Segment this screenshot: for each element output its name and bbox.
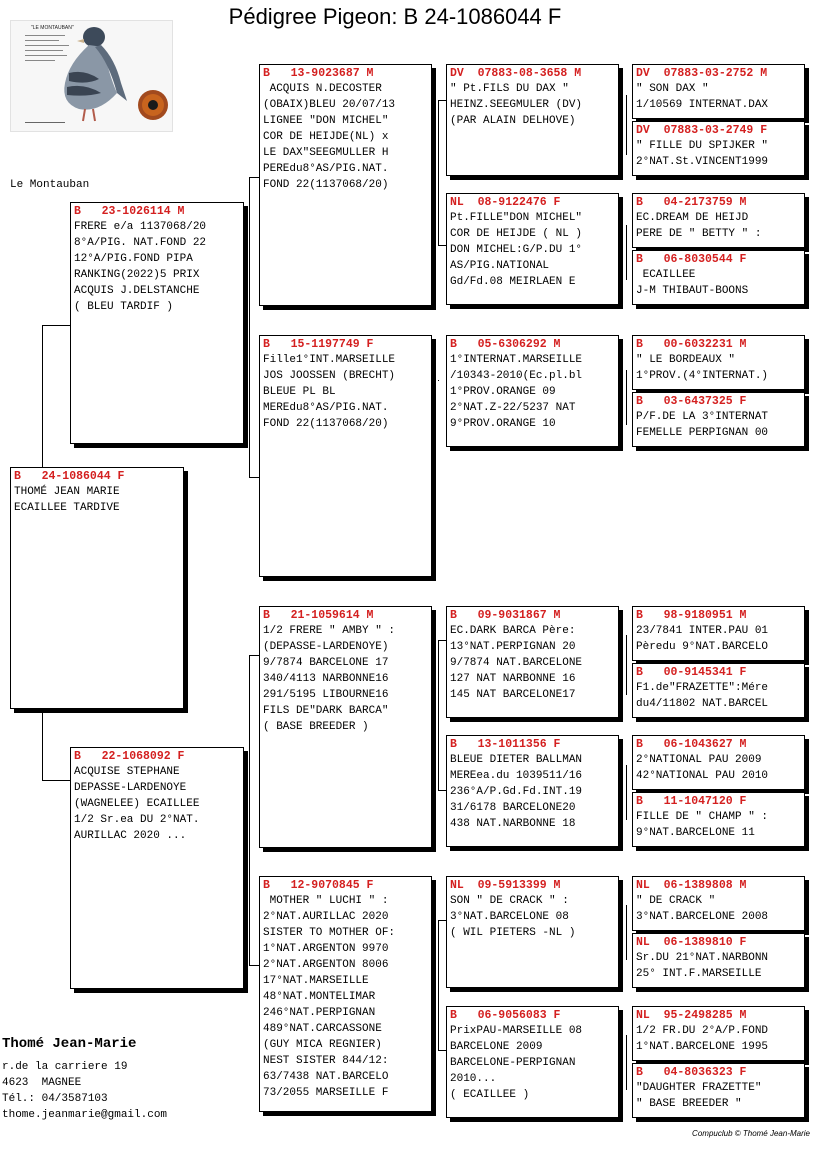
card-line: 1/2 Sr.ea DU 2°NAT. (74, 814, 200, 826)
ring-number: B 24-1086044 F (14, 470, 125, 483)
card-line: 2°NAT.ARGENTON 8006 (263, 959, 389, 971)
card-line: 291/5195 LIBOURNE16 (263, 689, 389, 701)
card-line: BARCELONE-PERPIGNAN (450, 1057, 576, 1069)
ring-number: B 09-9031867 M (450, 609, 561, 622)
card-line: 1/2 FRERE " AMBY " : (263, 625, 396, 637)
card-line: ( BASE BREEDER ) (263, 721, 369, 733)
pigeon-icon (39, 23, 129, 123)
card-line: 2°NATIONAL PAU 2009 (636, 754, 762, 766)
ring-number: B 13-1011356 F (450, 738, 561, 751)
connector-line (42, 325, 43, 470)
ring-number: B 13-9023687 M (263, 67, 374, 80)
connector-line (42, 712, 43, 780)
ring-number: NL 08-9122476 F (450, 196, 561, 209)
connector-line (249, 177, 259, 178)
card-line: 2°NAT.St.VINCENT1999 (636, 156, 769, 168)
pigeon-card-paternal-grandfather (259, 64, 432, 306)
card-line: 13°NAT.PERPIGNAN 20 (450, 641, 576, 653)
connector-line (249, 477, 259, 478)
connector-line (626, 370, 627, 425)
card-line: 9°PROV.ORANGE 10 (450, 418, 556, 430)
card-line: 2°NAT.AURILLAC 2020 (263, 911, 389, 923)
pigeon-card-gggp-16 (632, 1063, 805, 1118)
card-line: 1°PROV.(4°INTERNAT.) (636, 370, 769, 382)
card-line: 63/7438 NAT.BARCELO (263, 1071, 389, 1083)
connector-line (438, 640, 446, 641)
connector-line (249, 177, 250, 477)
ring-number: DV 07883-03-2752 M (636, 67, 768, 80)
card-line: 1°INTERNAT.MARSEILLE (450, 354, 583, 366)
ring-number: NL 09-5913399 M (450, 879, 561, 892)
connector-line (626, 1035, 627, 1090)
card-line: " BASE BREEDER " (636, 1098, 742, 1110)
banner-title: "LE MONTAUBAN" (31, 25, 74, 31)
pigeon-card-subject (10, 467, 184, 709)
ring-number: B 23-1026114 M (74, 205, 185, 218)
ring-number: B 04-8036323 F (636, 1066, 747, 1079)
card-line: 8°A/PIG. NAT.FOND 22 (74, 237, 207, 249)
ring-number: B 06-1043627 M (636, 738, 747, 751)
card-line: FRERE e/a 1137068/20 (74, 221, 207, 233)
card-line: 73/2055 MARSEILLE F (263, 1087, 389, 1099)
connector-line (626, 765, 627, 820)
card-line: " SON DAX " (636, 83, 709, 95)
card-line: 9/7874 BARCELONE 17 (263, 657, 389, 669)
card-line: 9°NAT.BARCELONE 11 (636, 827, 755, 839)
connector-line (626, 95, 627, 155)
card-line: DEPASSE-LARDENOYE (74, 782, 187, 794)
pigeon-card-gggp-15 (632, 1006, 805, 1061)
card-line: " FILLE DU SPIJKER " (636, 140, 769, 152)
card-line: FOND 22(1137068/20) (263, 179, 389, 191)
connector-line (249, 655, 250, 965)
card-line: ACQUIS J.DELSTANCHE (74, 285, 200, 297)
ring-number: B 00-6032231 M (636, 338, 747, 351)
pigeon-card-gggp-1 (632, 64, 805, 119)
card-line: Gd/Fd.08 MEIRLAEN E (450, 276, 576, 288)
card-line: THOMÉ JEAN MARIE (14, 486, 120, 498)
card-line: LIGNEE "DON MICHEL" (263, 115, 389, 127)
card-line: 1°NAT.BARCELONE 1995 (636, 1041, 769, 1053)
pigeon-card-ggp-1 (446, 64, 619, 176)
pigeon-card-gggp-6 (632, 392, 805, 447)
card-line: 236°A/P.Gd.Fd.INT.19 (450, 786, 583, 798)
card-line: PEREdu8°AS/PIG.NAT. (263, 163, 389, 175)
connector-line (438, 380, 439, 381)
card-line: MOTHER " LUCHI " : (263, 895, 389, 907)
ring-number: B 21-1059614 M (263, 609, 374, 622)
card-line: 1°PROV.ORANGE 09 (450, 386, 556, 398)
ring-number: B 06-8030544 F (636, 253, 747, 266)
card-line: Pèredu 9°NAT.BARCELO (636, 641, 769, 653)
owner-street: r.de la carriere 19 (2, 1061, 128, 1073)
card-line: FOND 22(1137068/20) (263, 418, 389, 430)
ring-number: B 00-9145341 F (636, 666, 747, 679)
card-line: J-M THIBAUT-BOONS (636, 285, 749, 297)
card-line: 48°NAT.MONTELIMAR (263, 991, 376, 1003)
ring-number: B 11-1047120 F (636, 795, 747, 808)
card-line: /10343-2010(Ec.pl.bl (450, 370, 583, 382)
ring-number: B 06-9056083 F (450, 1009, 561, 1022)
pigeon-card-gggp-3 (632, 193, 805, 248)
card-line: 25° INT.F.MARSEILLE (636, 968, 762, 980)
card-line: MEREdu8°AS/PIG.NAT. (263, 402, 389, 414)
pigeon-card-gggp-9 (632, 606, 805, 661)
card-line: ( BLEU TARDIF ) (74, 301, 174, 313)
owner-address (2, 1059, 167, 1123)
pigeon-card-paternal-grandmother (259, 335, 432, 577)
ring-number: DV 07883-08-3658 M (450, 67, 582, 80)
card-line: Fille1°INT.MARSEILLE (263, 354, 396, 366)
connector-line (626, 905, 627, 960)
card-line: RANKING(2022)5 PRIX (74, 269, 200, 281)
card-line: (GUY MICA REGNIER) (263, 1039, 382, 1051)
card-line: BARCELONE 2009 (450, 1041, 543, 1053)
connector-line (438, 920, 446, 921)
card-line: AS/PIG.NATIONAL (450, 260, 550, 272)
card-line: " Pt.FILS DU DAX " (450, 83, 569, 95)
page-title: Pédigree Pigeon: B 24-1086044 F (228, 4, 562, 29)
card-line: LE DAX"SEEGMULLER H (263, 147, 389, 159)
ring-number: B 15-1197749 F (263, 338, 374, 351)
card-line: AURILLAC 2020 ... (74, 830, 187, 842)
card-line: (WAGNELEE) ECAILLEE (74, 798, 200, 810)
pigeon-card-ggp-7 (446, 876, 619, 988)
connector-line (626, 635, 627, 695)
card-line: 340/4113 NARBONNE16 (263, 673, 389, 685)
connector-line (42, 325, 70, 326)
card-line: PrixPAU-MARSEILLE 08 (450, 1025, 583, 1037)
pigeon-card-maternal-grandmother (259, 876, 432, 1112)
ring-number: B 98-9180951 M (636, 609, 747, 622)
card-line: EC.DREAM DE HEIJD (636, 212, 749, 224)
card-line: Pt.FILLE"DON MICHEL" (450, 212, 583, 224)
card-line: ( ECAILLEE ) (450, 1089, 530, 1101)
owner-city: 4623 MAGNEE (2, 1077, 82, 1089)
card-line: JOS JOOSSEN (BRECHT) (263, 370, 396, 382)
ring-number: B 04-2173759 M (636, 196, 747, 209)
pigeon-card-ggp-6 (446, 735, 619, 847)
connector-line (438, 640, 439, 790)
card-line: 3°NAT.BARCELONE 2008 (636, 911, 769, 923)
card-line: 1/10569 INTERNAT.DAX (636, 99, 769, 111)
card-line: 42°NATIONAL PAU 2010 (636, 770, 769, 782)
banner-foot-line (25, 122, 65, 123)
card-line: PERE DE " BETTY " : (636, 228, 762, 240)
ring-number: NL 06-1389808 M (636, 879, 747, 892)
card-line: 31/6178 BARCELONE20 (450, 802, 576, 814)
card-line: Sr.DU 21°NAT.NARBONN (636, 952, 769, 964)
connector-line (42, 780, 70, 781)
card-line: FILLE DE " CHAMP " : (636, 811, 769, 823)
connector-line (626, 225, 627, 280)
card-line: du4/11802 NAT.BARCEL (636, 698, 769, 710)
card-line: 489°NAT.CARCASSONE (263, 1023, 382, 1035)
pigeon-card-ggp-8 (446, 1006, 619, 1118)
card-line: 127 NAT NARBONNE 16 (450, 673, 576, 685)
card-line: DON MICHEL:G/P.DU 1° (450, 244, 583, 256)
card-line: 12°A/PIG.FOND PIPA (74, 253, 193, 265)
ring-number: B 05-6306292 M (450, 338, 561, 351)
connector-line (438, 245, 446, 246)
owner-phone: Tél.: 04/3587103 (2, 1093, 108, 1105)
card-line: COR DE HEIJDE(NL) x (263, 131, 389, 143)
card-line: 1/2 FR.DU 2°A/P.FOND (636, 1025, 769, 1037)
connector-line (438, 920, 439, 1050)
loft-name: Le Montauban (10, 179, 90, 191)
card-line: NEST SISTER 844/12: (263, 1055, 389, 1067)
connector-line (438, 790, 446, 791)
card-line: ECAILLEE (636, 269, 696, 281)
card-line: (DEPASSE-LARDENOYE) (263, 641, 389, 653)
pigeon-photo-banner (10, 20, 173, 132)
card-line: FILS DE"DARK BARCA" (263, 705, 389, 717)
ring-number: B 03-6437325 F (636, 395, 747, 408)
pigeon-card-maternal-grandfather (259, 606, 432, 848)
card-line: " LE BORDEAUX " (636, 354, 736, 366)
card-line: "DAUGHTER FRAZETTE" (636, 1082, 762, 1094)
card-line: 3°NAT.BARCELONE 08 (450, 911, 569, 923)
card-line: BLEUE PL BL (263, 386, 336, 398)
pigeon-card-gggp-4 (632, 250, 805, 305)
pigeon-card-gggp-5 (632, 335, 805, 390)
pigeon-card-father (70, 202, 244, 444)
pigeon-card-gggp-2 (632, 121, 805, 176)
card-line: 145 NAT BARCELONE17 (450, 689, 576, 701)
pigeon-card-gggp-11 (632, 735, 805, 790)
connector-line (438, 100, 446, 101)
card-line: EC.DARK BARCA Père: (450, 625, 576, 637)
pigeon-card-ggp-5 (446, 606, 619, 718)
pigeon-card-gggp-13 (632, 876, 805, 931)
card-line: 23/7841 INTER.PAU 01 (636, 625, 769, 637)
owner-name: Thomé Jean-Marie (2, 1036, 137, 1052)
card-line: FEMELLE PERPIGNAN 00 (636, 427, 769, 439)
card-line: 2010... (450, 1073, 497, 1085)
card-line: " DE CRACK " (636, 895, 716, 907)
card-line: (OBAIX)BLEU 20/07/13 (263, 99, 396, 111)
card-line: 438 NAT.NARBONNE 18 (450, 818, 576, 830)
card-line: ( WIL PIETERS -NL ) (450, 927, 576, 939)
card-line: F1.de"FRAZETTE":Mére (636, 682, 769, 694)
pigeon-card-mother (70, 747, 244, 989)
card-line: COR DE HEIJDE ( NL ) (450, 228, 583, 240)
card-line: SISTER TO MOTHER OF: (263, 927, 396, 939)
ring-number: B 12-9070845 F (263, 879, 374, 892)
connector-line (438, 100, 439, 245)
card-line: SON " DE CRACK " : (450, 895, 569, 907)
card-line: MEREea.du 1039511/16 (450, 770, 583, 782)
pigeon-card-gggp-12 (632, 792, 805, 847)
card-line: 2°NAT.Z-22/5237 NAT (450, 402, 576, 414)
card-line: 17°NAT.MARSEILLE (263, 975, 369, 987)
card-line: 9/7874 NAT.BARCELONE (450, 657, 583, 669)
ring-number: NL 95-2498285 M (636, 1009, 747, 1022)
pigeon-card-ggp-2 (446, 193, 619, 305)
card-line: BLEUE DIETER BALLMAN (450, 754, 583, 766)
card-line: 246°NAT.PERPIGNAN (263, 1007, 376, 1019)
card-line: ACQUISE STEPHANE (74, 766, 180, 778)
ring-number: NL 06-1389810 F (636, 936, 747, 949)
pigeon-card-ggp-3 (446, 335, 619, 447)
pigeon-card-gggp-14 (632, 933, 805, 988)
card-line: ACQUIS N.DECOSTER (263, 83, 382, 95)
card-line: P/F.DE LA 3°INTERNAT (636, 411, 769, 423)
footer-credit: Compuclub © Thomé Jean-Marie (692, 1129, 810, 1138)
card-line: 1°NAT.ARGENTON 9970 (263, 943, 389, 955)
connector-line (249, 655, 259, 656)
card-line: (PAR ALAIN DELHOVE) (450, 115, 576, 127)
connector-line (438, 1050, 446, 1051)
eye-icon (137, 89, 169, 121)
connector-line (249, 965, 259, 966)
ring-number: B 22-1068092 F (74, 750, 185, 763)
owner-email[interactable]: thome.jeanmarie@gmail.com (2, 1109, 168, 1121)
card-line: ECAILLEE TARDIVE (14, 502, 120, 514)
ring-number: DV 07883-03-2749 F (636, 124, 768, 137)
pigeon-card-gggp-10 (632, 663, 805, 718)
card-line: HEINZ.SEEGMULER (DV) (450, 99, 583, 111)
